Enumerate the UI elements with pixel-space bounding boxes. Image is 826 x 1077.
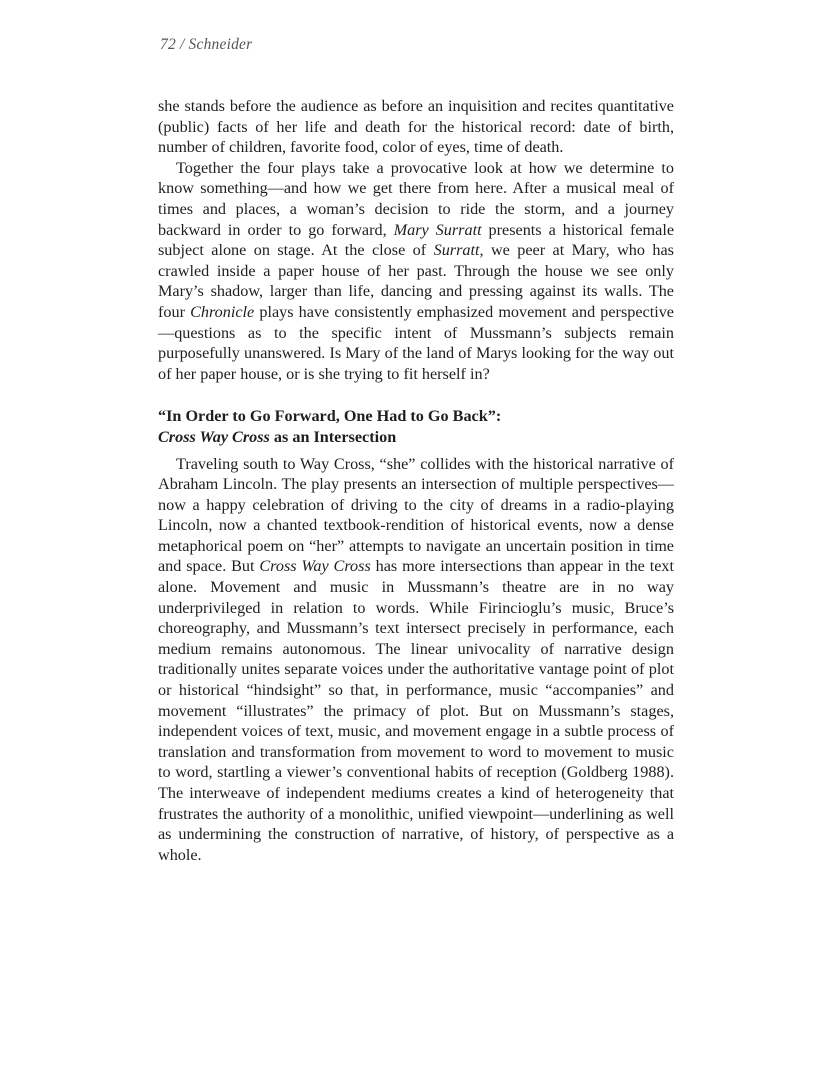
section-heading	[158, 406, 674, 447]
paragraph-text: we peer at Mary, who has crawled inside a paper house of her past. Through the house we see only Mary’s shadow, larger than life, dancing and pressing against its walls. The four	[158, 241, 674, 321]
play-title-chronicle: Chronicle	[190, 302, 255, 321]
section-heading-line1: “In Order to Go Forward, One Had to Go Back”:	[158, 407, 502, 426]
paragraph-text: Together the four plays take a provocative look at how we determine to know something—and how we get there from here. After a musical meal of times and places, a woman’s decision to ride the storm, and a journey backward in order to go forward,	[158, 158, 674, 239]
body-text	[158, 96, 674, 865]
running-head: 72 / Schneider	[160, 36, 253, 53]
section-heading-line2	[158, 427, 674, 448]
paragraph-text: plays have consistently emphasized movement and perspective—questions as to the specific intent of Mussmann’s subjects remain purposefully unanswered. Is Mary of the land of Marys looking for the way out of her paper house, or is she trying to fit herself in?	[158, 302, 674, 383]
play-title-mary-surratt: Mary Surratt	[393, 220, 482, 239]
paragraph-text: has more intersections than appear in the text alone. Movement and music in Mussmann’s theatre are in no way underprivileged in relation to words. While Firincioglu’s music, Bruce’s choreography, and Mussmann’s text intersect precisely in performance, each medium remains autonomous. The linear univocality of narrative design traditionally unites separate voices under the authoritative vantage point of plot or historical “hindsight” so that, in performance, music “accompanies” and movement “illustrates” the primacy of plot. But on Mussmann’s stages, independent voices of text, music, and movement engage in a subtle process of translation and transformation from movement to word to movement to music to word, startling a viewer’s conventional habits of reception (Goldberg 1988). The interweave of independent mediums creates a kind of heterogeneity that frustrates the authority of a monolithic, unified viewpoint—underlining as well as undermining the construction of narrative, of history, of perspective as a whole.	[158, 557, 674, 864]
section-heading-rest: as an Intersection	[269, 427, 397, 446]
play-title-surratt: Surratt,	[433, 241, 484, 260]
paragraph-continued: she stands before the audience as before an inquisition and recites quantitative (public) facts of her life and death for the historical record: date of birth, number of children, favorite food, color of eyes, time of death.	[158, 97, 674, 157]
paragraph-four-plays	[158, 158, 674, 385]
play-title-cross-way-cross: Cross Way Cross	[158, 427, 270, 446]
paragraph-way-cross	[158, 454, 674, 866]
paragraph-text: Traveling south to Way Cross, “she” collides with the historical narrative of Abraham Lincoln. The play presents an intersection of multiple perspectives—now a happy celebration of driving to the city of dreams in a radio-playing Lincoln, now a chanted textbook-rendition of historical events, now a dense metaphorical poem on “her” attempts to navigate an uncertain position in time and space. But	[158, 454, 674, 576]
paragraph-text: presents a historical female subject alone on stage. At the close of	[158, 220, 674, 260]
play-title-cross-way-cross-inline: Cross Way Cross	[259, 557, 371, 576]
